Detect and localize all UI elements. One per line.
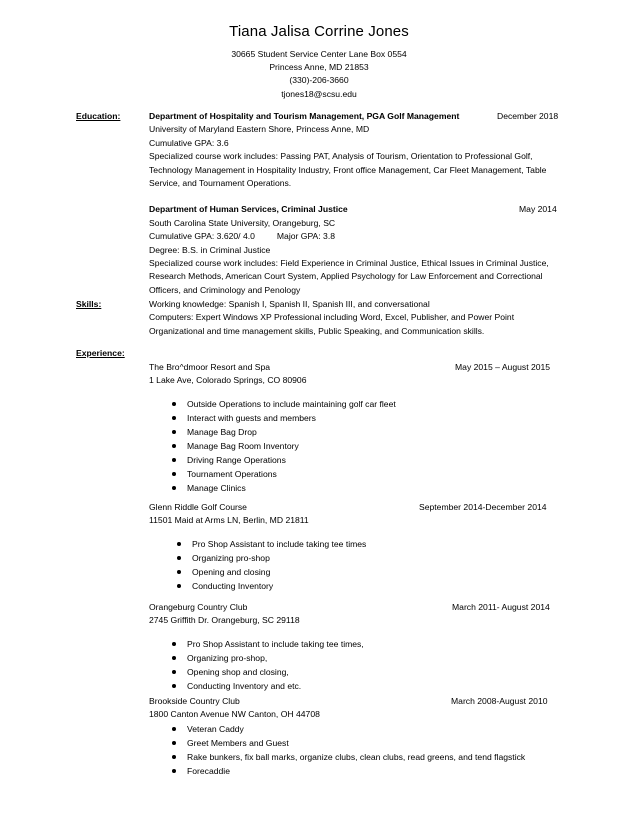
experience-address: 2745 Griffith Dr. Orangeburg, SC 29118: [149, 615, 300, 626]
experience-dates: September 2014-December 2014: [419, 502, 547, 512]
experience-duties: [149, 537, 564, 593]
education-gpa-line: [149, 230, 564, 243]
applicant-name: Tiana Jalisa Corrine Jones: [229, 23, 409, 40]
skills-working-knowledge: Working knowledge: Spanish I, Spanish II, Spanish III, and conversational: [149, 299, 430, 309]
education-section: [149, 110, 564, 297]
duty-item: Organizing pro-shop: [149, 551, 564, 565]
experience-heading: [149, 361, 564, 374]
experience-dates: May 2015 – August 2015: [455, 362, 551, 372]
experience-heading: [149, 501, 564, 514]
duty-item: Interact with guests and members: [149, 411, 564, 425]
experience-address: 11501 Maid at Arms LN, Berlin, MD 21811: [149, 515, 309, 526]
duty-item: Conducting Inventory: [149, 579, 564, 593]
bullet-icon: [177, 570, 181, 574]
experience-duties: [149, 397, 564, 495]
duty-item: Opening and closing: [149, 565, 564, 579]
bullet-icon: [172, 402, 176, 406]
duty-item: Organizing pro-shop,: [149, 651, 564, 665]
bullet-icon: [172, 741, 176, 745]
experience-entry-4: [149, 695, 564, 778]
bullet-icon: [172, 769, 176, 773]
address-line-1: 30665 Student Service Center Lane Box 0554: [231, 49, 407, 59]
education-school: South Carolina State University, Orangeburg, SC: [149, 217, 336, 228]
duty-item: Conducting Inventory and etc.: [149, 679, 564, 693]
education-coursework: Specialized course work includes: Passing PAT, Analysis of Tourism, Orientation to Professional Golf, Technology Management in Hospitality Industry, Front office Management, Car Fleet Management, Table Service, and Tournament Operations.: [149, 151, 547, 189]
education-major-gpa: Major GPA: 3.8: [276, 231, 335, 242]
duty-item: Manage Bag Room Inventory: [149, 439, 564, 453]
education-school: University of Maryland Eastern Shore, Princess Anne, MD: [149, 124, 370, 135]
skills-computers: Computers: Expert Windows XP Professional including Word, Excel, Publisher, and Power Point Organizational and time management skills, Public Speaking, and Communication skills.: [149, 312, 515, 336]
experience-entry-3: [149, 601, 564, 693]
bullet-icon: [172, 430, 176, 434]
bullet-icon: [172, 670, 176, 674]
bullet-icon: [172, 458, 176, 462]
duty-item: Driving Range Operations: [149, 453, 564, 467]
experience-employer: Glenn Riddle Golf Course: [149, 502, 247, 512]
experience-employer: Orangeburg Country Club: [149, 602, 248, 612]
experience-duties: [149, 722, 564, 778]
bullet-icon: [172, 727, 176, 731]
education-department: Department of Human Services, Criminal Justice: [149, 204, 348, 215]
duty-item: Outside Operations to include maintaining golf car fleet: [149, 397, 564, 411]
bullet-icon: [177, 556, 181, 560]
bullet-icon: [172, 486, 176, 490]
duty-item: Pro Shop Assistant to include taking tee times,: [149, 637, 564, 651]
bullet-icon: [172, 684, 176, 688]
duty-item: Rake bunkers, fix ball marks, organize clubs, clean clubs, read greens, and tend flagstick: [149, 750, 564, 764]
duty-item: Pro Shop Assistant to include taking tee times: [149, 537, 564, 551]
duty-item: Opening shop and closing,: [149, 665, 564, 679]
address-line-2: Princess Anne, MD 21853: [269, 62, 369, 73]
bullet-icon: [177, 584, 181, 588]
education-entry-1-heading: [149, 110, 564, 123]
education-department: Department of Hospitality and Tourism Management, PGA Golf Management: [149, 111, 460, 121]
phone-number: (330)-206-3660: [289, 75, 349, 86]
duty-item: Manage Bag Drop: [149, 425, 564, 439]
bullet-icon: [172, 656, 176, 660]
education-date: May 2014: [519, 204, 557, 215]
experience-heading: [149, 695, 564, 708]
education-entry-2-heading: [149, 203, 564, 216]
experience-employer: The Bro^dmoor Resort and Spa: [149, 362, 271, 372]
education-coursework: Specialized course work includes: Field Experience in Criminal Justice, Ethical Issues in Criminal Justice, Research Methods, American Court System, Applied Psychology for Law Enforcement and Correctional Officers, and Criminology and Penology: [149, 258, 549, 295]
education-degree: Degree: B.S. in Criminal Justice: [149, 244, 271, 255]
duty-item: Veteran Caddy: [149, 722, 564, 736]
experience-entry-1: [149, 361, 564, 495]
experience-label: Experience:: [76, 348, 125, 358]
bullet-icon: [177, 542, 181, 546]
experience-employer: Brookside Country Club: [149, 696, 240, 706]
education-date: December 2018: [497, 111, 559, 121]
experience-entry-2: [149, 501, 564, 593]
education-gpa: Cumulative GPA: 3.6: [149, 137, 229, 148]
duty-item: Manage Clinics: [149, 481, 564, 495]
skills-section: [149, 298, 564, 338]
experience-duties: [149, 637, 564, 693]
bullet-icon: [172, 416, 176, 420]
skills-label: Skills:: [76, 299, 102, 309]
duty-item: Greet Members and Guest: [149, 736, 564, 750]
experience-heading: [149, 601, 564, 614]
experience-address: 1 Lake Ave, Colorado Springs, CO 80906: [149, 375, 307, 386]
bullet-icon: [172, 642, 176, 646]
education-label: Education:: [76, 111, 121, 121]
duty-item: Tournament Operations: [149, 467, 564, 481]
bullet-icon: [172, 472, 176, 476]
experience-dates: March 2008-August 2010: [451, 696, 548, 706]
resume-header: [0, 22, 638, 101]
duty-item: Forecaddie: [149, 764, 564, 778]
email-address: tjones18@scsu.edu: [281, 88, 357, 99]
experience-dates: March 2011- August 2014: [452, 602, 550, 612]
bullet-icon: [172, 755, 176, 759]
bullet-icon: [172, 444, 176, 448]
experience-address: 1800 Canton Avenue NW Canton, OH 44708: [149, 709, 320, 720]
education-gpa: Cumulative GPA: 3.620/ 4.0: [149, 231, 255, 242]
